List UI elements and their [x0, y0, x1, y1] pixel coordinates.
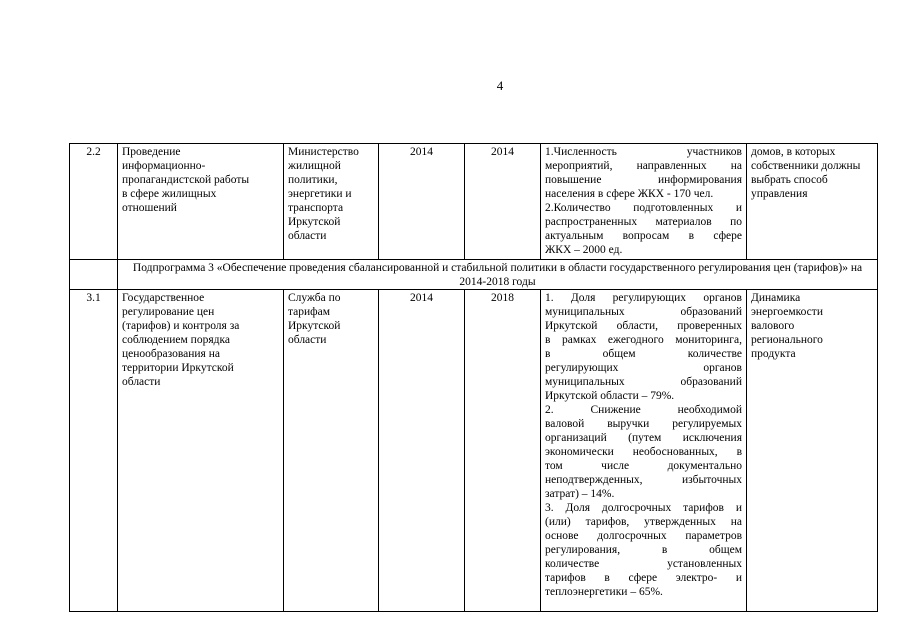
activity-name: Государственное регулирование цен (тарифов) и контроля за соблюдением порядка ценообразования на территории Иркутской области: [118, 290, 284, 612]
end-year: 2018: [465, 290, 541, 612]
program-table: [69, 143, 878, 612]
row-number: 2.2: [70, 144, 118, 260]
subprogram-title: Подпрограмма 3 «Обеспечение проведения сбалансированной и стабильной политики в области государственного регулирования цен (тарифов)» на 2014-2018 годы: [118, 260, 878, 290]
indicators: 1. Доля регулирующих органов муниципальных образований Иркутской области, проверенных в рамках ежегодного мониторинга, в общем количестве регулирующих органов муниципальных образований Иркутской области – 79%. 2. Снижение необходимой валовой выручки регулируемых организаций (путем исключения экономически необоснованных, в том числе документально неподтвержденных, избыточных затрат) – 14%. 3. Доля долгосрочных тарифов и (или) тарифов, утвержденных на основе долгосрочных параметров регулирования, в общем количестве установленных тарифов в сфере электро- и теплоэнергетики – 65%.: [541, 290, 747, 612]
activity-name: Проведение информационно- пропагандистской работы в сфере жилищных отношений: [118, 144, 284, 260]
expected-result: Динамика энергоемкости валового регионального продукта: [747, 290, 878, 612]
end-year: 2014: [465, 144, 541, 260]
subprogram-row: [70, 260, 878, 290]
executor: Служба по тарифам Иркутской области: [284, 290, 379, 612]
page-number: 4: [496, 78, 504, 93]
executor: Министерство жилищной политики, энергетики и транспорта Иркутской области: [284, 144, 379, 260]
start-year: 2014: [379, 290, 465, 612]
table-row: [70, 290, 878, 612]
row-number: 3.1: [70, 290, 118, 612]
start-year: 2014: [379, 144, 465, 260]
indicators: 1.Численность участников мероприятий, направленных на повышение информирования населения в сфере ЖКХ - 170 чел. 2.Количество подготовленных и распространенных материалов по актуальным вопросам в сфере ЖКХ – 2000 ед.: [541, 144, 747, 260]
table-row: [70, 144, 878, 260]
expected-result: домов, в которых собственники должны выбрать способ управления: [747, 144, 878, 260]
